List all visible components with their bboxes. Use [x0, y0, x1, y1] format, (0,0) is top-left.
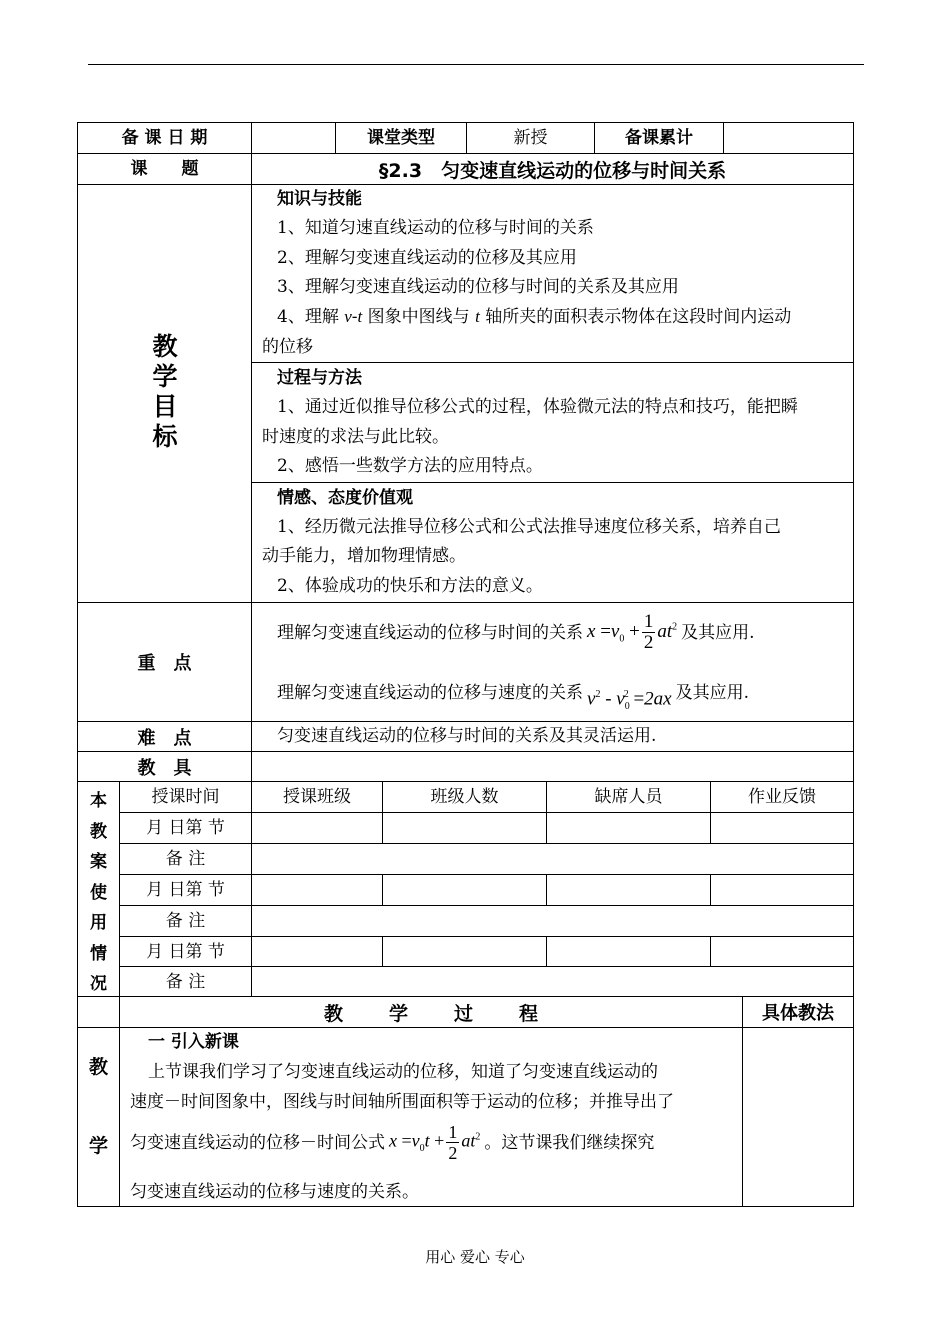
knowledge-item-2: 2、理解匀变速直线运动的位移及其应用	[277, 248, 577, 268]
knowledge-item-4-cont: 的位移	[262, 337, 313, 357]
attitude-item-1: 1、经历微元法推导位移公式和公式法推导速度位移关系，培养自己	[277, 517, 781, 537]
teaching-side-label: 教 学	[88, 1056, 108, 1157]
teaching-p4: 匀变速直线运动的位移与速度的关系。	[130, 1182, 419, 1202]
attitude-heading: 情感、态度价值观	[277, 488, 413, 508]
prep-date-value[interactable]	[252, 123, 335, 153]
objectives-label: 教 学 目 标	[152, 332, 178, 451]
usage-remark-3: 备 注	[165, 971, 206, 992]
class-type-value[interactable]: 新授	[513, 128, 548, 148]
formula-velocity-displacement: $v^2 - v_0^2 =2ax$	[587, 688, 672, 713]
process-heading: 过程与方法	[277, 368, 362, 388]
usage-header-count: 班级人数	[430, 787, 499, 807]
key-points-label: 重 点	[137, 653, 192, 674]
key-point-1: 理解匀变速直线运动的位移与时间的关系 $x =v_0$ + $\frac{1}{2}$ $at^2$ 及其应用.	[277, 611, 755, 653]
prep-total-value[interactable]	[724, 123, 853, 153]
usage-date-2: 月 日第 节	[146, 880, 225, 900]
teaching-p1: 上节课我们学习了匀变速直线运动的位移，知道了匀变速直线运动的	[148, 1062, 658, 1082]
page-footer: 用心 爱心 专心	[425, 1248, 525, 1266]
header-rule	[88, 64, 864, 65]
process-item-1-cont: 时速度的求法与此比较。	[262, 427, 449, 447]
section-heading: 一 引入新课	[148, 1032, 239, 1052]
method-header: 具体教法	[762, 1003, 834, 1024]
prep-date-label: 备 课 日 期	[121, 128, 208, 148]
class-type-label: 课堂类型	[367, 128, 435, 148]
tools-value[interactable]	[252, 752, 853, 781]
knowledge-item-4: 4、理解 v-t 图象中图线与 t 轴所夹的面积表示物体在这段时间内运动	[277, 307, 792, 327]
process-item-1: 1、通过近似推导位移公式的过程，体验微元法的特点和技巧，能把瞬	[277, 397, 798, 417]
usage-header-absent: 缺席人员	[594, 787, 663, 807]
topic-label: 课 题	[130, 159, 199, 179]
knowledge-heading: 知识与技能	[277, 189, 362, 209]
process-title: 教 学 过 程	[323, 1002, 539, 1025]
topic-title: §2.3 匀变速直线运动的位移与时间关系	[378, 159, 727, 182]
knowledge-item-1: 1、知道匀速直线运动的位移与时间的关系	[277, 218, 594, 238]
attitude-item-1-cont: 动手能力，增加物理情感。	[262, 546, 466, 566]
usage-date-3: 月 日第 节	[146, 941, 225, 962]
teaching-p2: 速度－时间图象中，图线与时间轴所围面积等于运动的位移；并推导出了	[130, 1092, 674, 1112]
usage-header-homework: 作业反馈	[748, 787, 816, 807]
prep-total-label: 备课累计	[625, 128, 693, 148]
usage-label: 本 教 案 使 用 情 况	[90, 791, 107, 994]
difficulty-label: 难 点	[137, 727, 192, 749]
formula-displacement-time: $x =v_0$ + $\frac{1}{2}$ $at^2$	[587, 611, 678, 653]
usage-remark-2: 备 注	[165, 911, 206, 931]
knowledge-item-3: 3、理解匀变速直线运动的位移与时间的关系及其应用	[277, 277, 679, 297]
usage-remark-1: 备 注	[165, 849, 206, 869]
difficulty-value: 匀变速直线运动的位移与时间的关系及其灵活运用.	[277, 726, 657, 746]
formula-inline: $x =v_0t$ + $\frac{1}{2}$ $at^2$	[389, 1122, 481, 1163]
usage-header-time: 授课时间	[151, 787, 220, 807]
teaching-p3: 匀变速直线运动的位移－时间公式 $x =v_0t$ + $\frac{1}{2}$ $at^2$ 。这节课我们继续探究	[130, 1122, 655, 1163]
usage-header-class: 授课班级	[283, 787, 351, 807]
process-item-2: 2、感悟一些数学方法的应用特点。	[277, 456, 543, 476]
attitude-item-2: 2、体验成功的快乐和方法的意义。	[277, 576, 543, 596]
usage-date-1: 月 日第 节	[146, 818, 225, 838]
key-point-2: 理解匀变速直线运动的位移与速度的关系 $v^2 - v_0^2 =2ax$ 及其应用.	[277, 664, 749, 722]
tools-label: 教 具	[137, 757, 192, 779]
